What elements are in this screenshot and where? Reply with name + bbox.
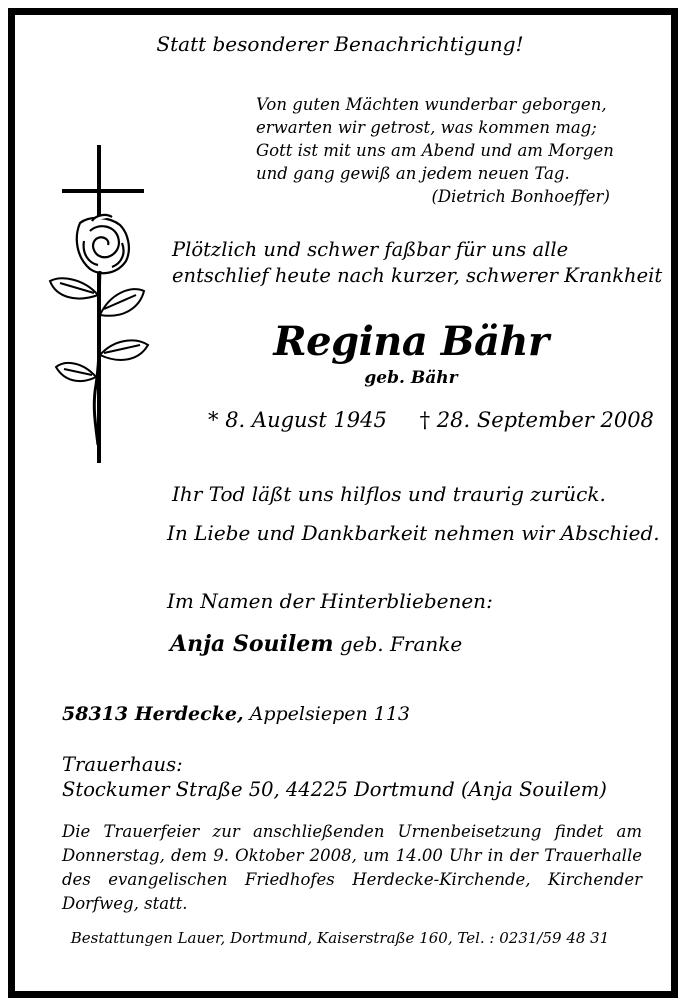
ceremony-line: Die Trauerfeier zur anschließenden Urnenbeisetzung findet am <box>62 822 642 841</box>
death-date: 28. September 2008 <box>436 408 654 432</box>
grief-line: Ihr Tod läßt uns hilflos und traurig zurück. <box>172 482 606 506</box>
intro-line: Statt besonderer Benachrichtigung! <box>156 32 524 56</box>
family-address <box>62 703 410 725</box>
mourning-house-label: Trauerhaus: <box>62 753 183 776</box>
deceased-maiden-name: geb. Bähr <box>364 368 458 388</box>
ceremony-line: Donnerstag, dem 9. Oktober 2008, um 14.00 Uhr in der Trauerhalle <box>62 846 642 865</box>
behalf-line: Im Namen der Hinterbliebenen: <box>167 589 493 613</box>
poem <box>256 93 614 208</box>
ceremony-line: Dorfweg, statt. <box>62 894 188 913</box>
lead-line: entschlief heute nach kurzer, schwerer Krankheit <box>172 264 663 287</box>
ceremony-line: des evangelischen Friedhofes Herdecke-Kirchende, Kirchender <box>62 870 642 889</box>
address-city: 58313 Herdecke, <box>62 703 244 725</box>
birth-star-icon: * <box>208 408 219 432</box>
lead-line: Plötzlich und schwer faßbar für uns alle <box>172 238 569 261</box>
deceased-name: Regina Bähr <box>273 318 549 365</box>
signatory-maiden-name: geb. Franke <box>339 632 463 656</box>
poem-line: Von guten Mächten wunderbar geborgen, <box>256 95 607 114</box>
ceremony-info <box>62 820 642 916</box>
poem-line: erwarten wir getrost, was kommen mag; <box>256 118 597 137</box>
signatory <box>170 631 462 657</box>
birth-date: 8. August 1945 <box>225 408 387 432</box>
mourning-house-address: Stockumer Straße 50, 44225 Dortmund (Anja Souilem) <box>62 778 607 801</box>
life-dates <box>208 408 654 432</box>
poem-author: (Dietrich Bonhoeffer) <box>431 187 610 206</box>
farewell-line: In Liebe und Dankbarkeit nehmen wir Abschied. <box>167 521 660 545</box>
undertaker-line: Bestattungen Lauer, Dortmund, Kaiserstraße 160, Tel. : 0231/59 48 31 <box>70 929 610 947</box>
poem-line: Gott ist mit uns am Abend und am Morgen <box>256 141 614 160</box>
address-street: Appelsiepen 113 <box>249 703 411 725</box>
cross-with-rose-icon <box>40 145 155 465</box>
death-cross-icon: † <box>419 408 431 432</box>
mourning-house <box>62 752 607 802</box>
signatory-name: Anja Souilem <box>170 631 334 657</box>
poem-line: und gang gewiß an jedem neuen Tag. <box>256 164 570 183</box>
lead-text <box>172 237 662 289</box>
